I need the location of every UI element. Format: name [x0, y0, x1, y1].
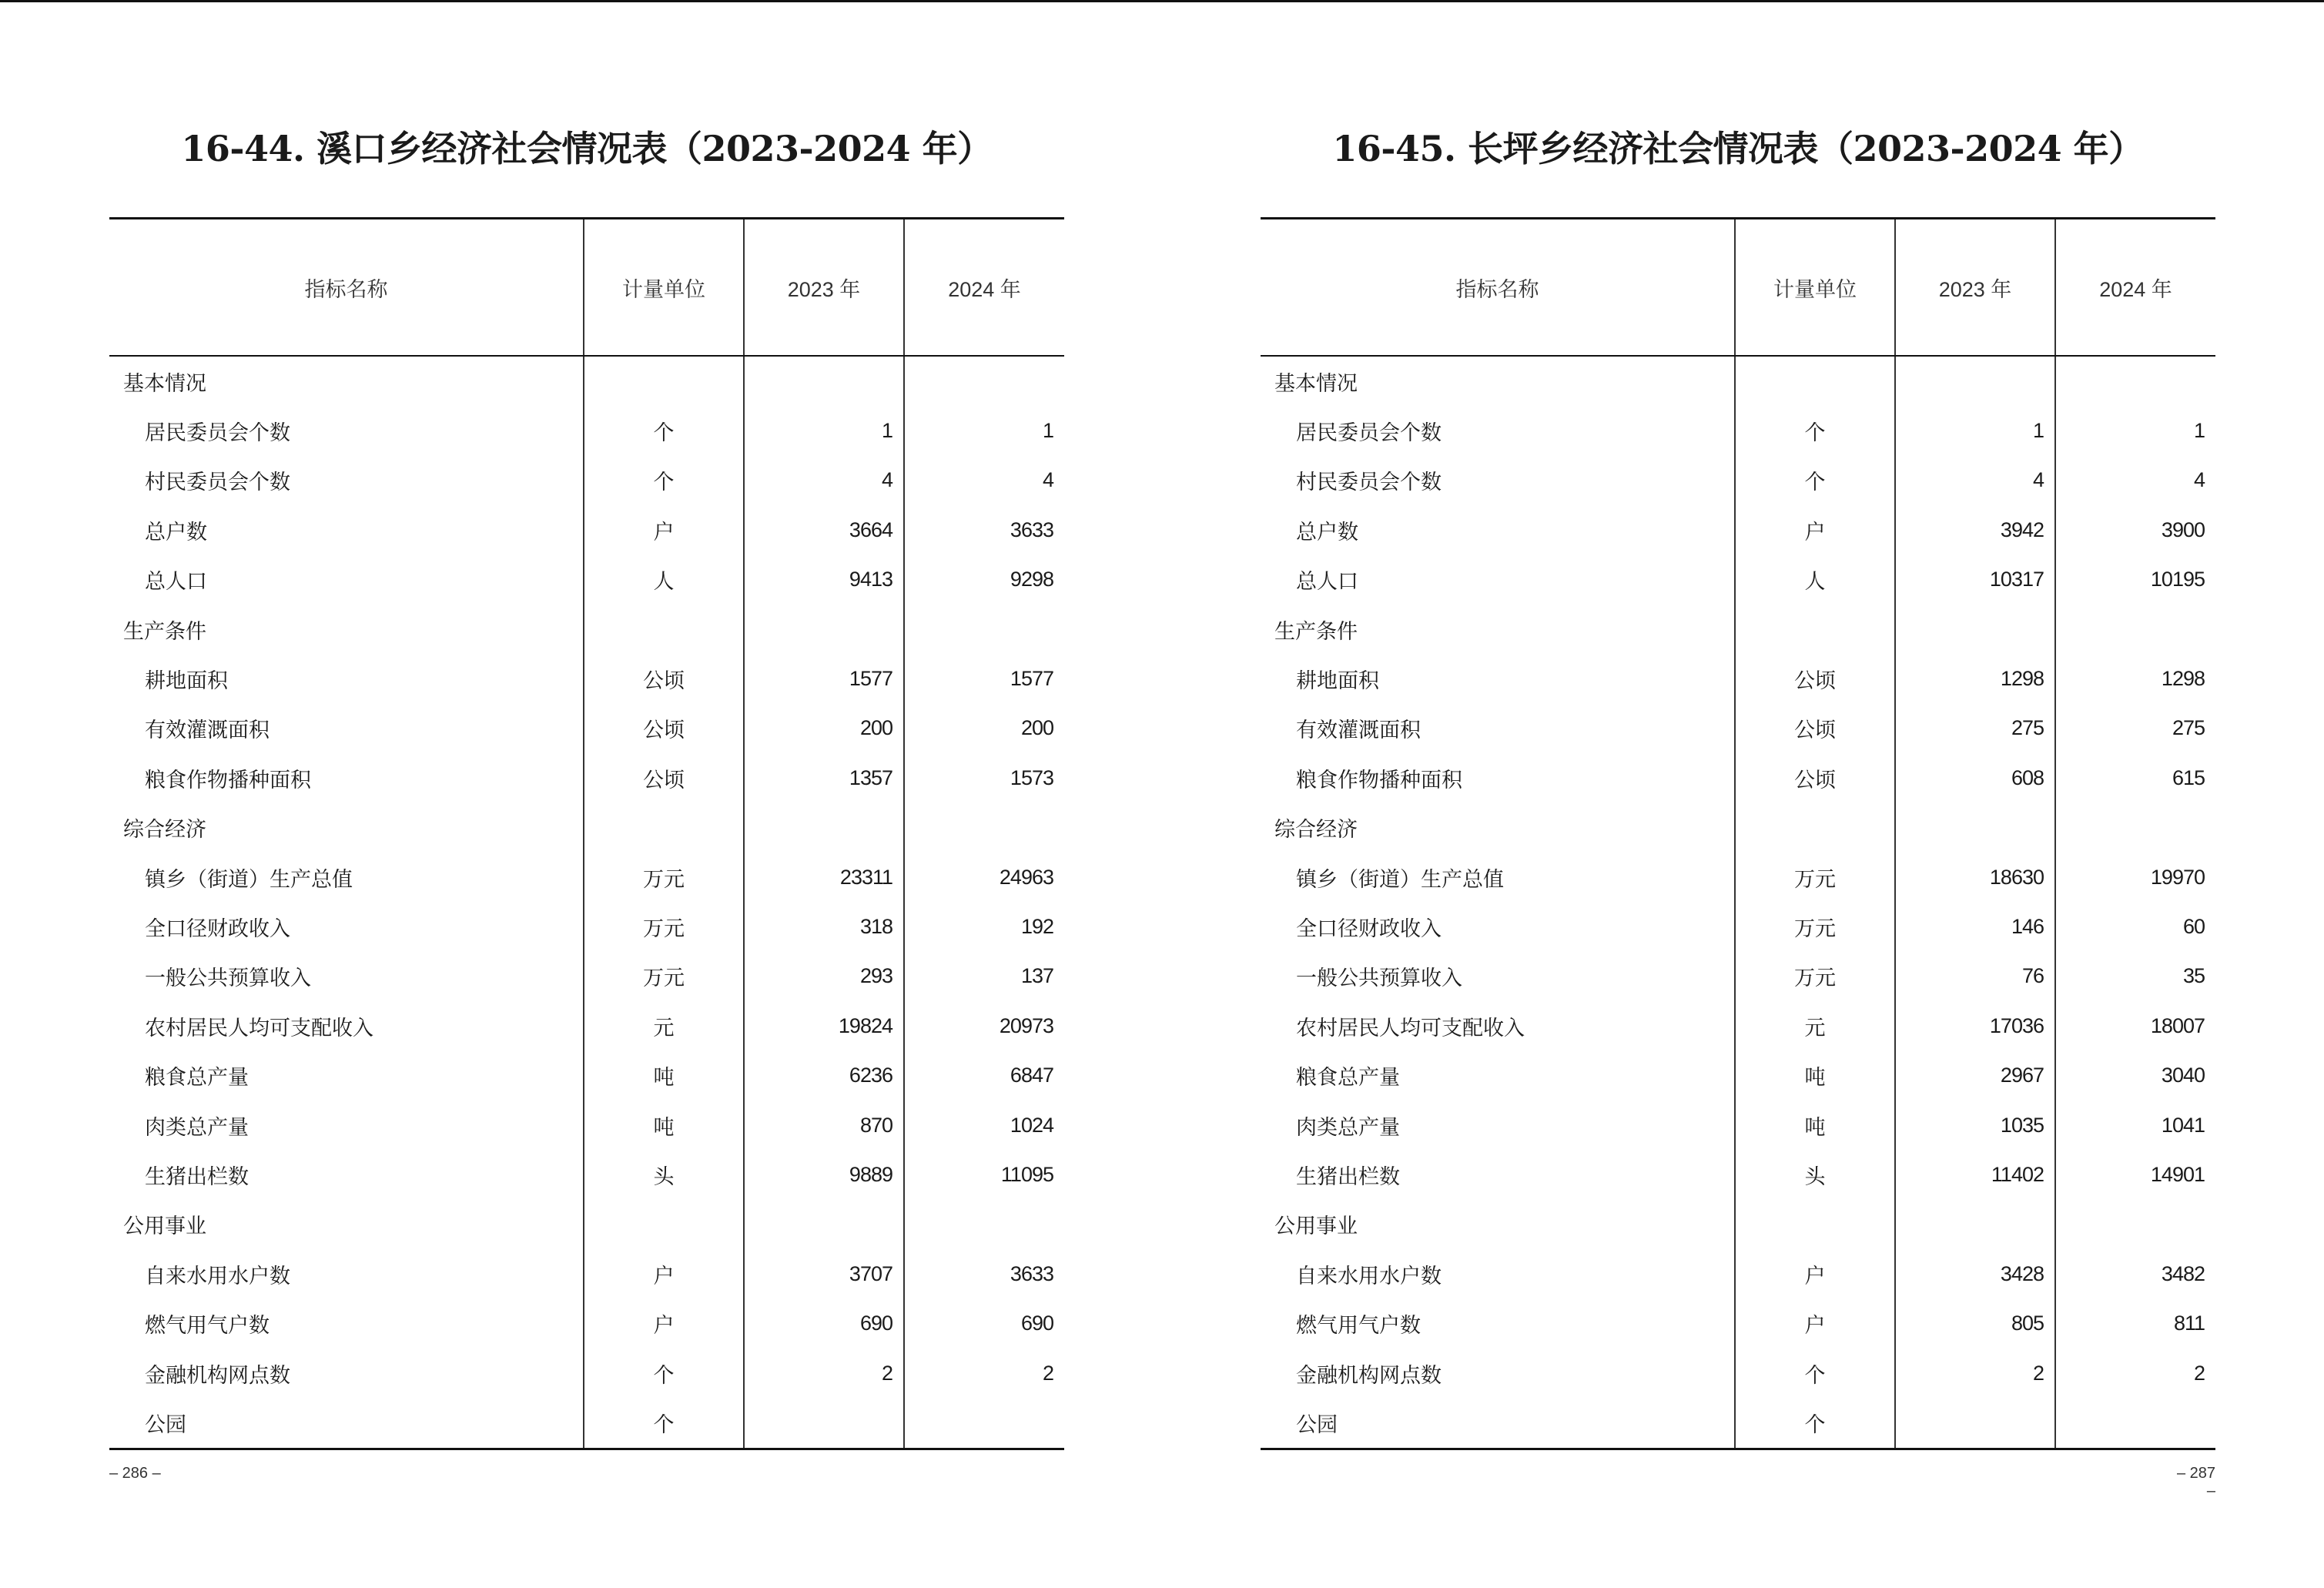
unit-cell: 吨 — [584, 1050, 744, 1100]
unit-cell: 户 — [1735, 1298, 1895, 1348]
unit-cell: 个 — [584, 1398, 744, 1449]
value-2024-cell: 4 — [2055, 456, 2215, 505]
indicator-name: 粮食作物播种面积 — [145, 768, 311, 792]
indicator-name: 居民委员会个数 — [145, 421, 290, 446]
header-year-2023: 2023 年 — [1895, 219, 2055, 357]
table-row — [1261, 1050, 2215, 1100]
table-section-row — [1261, 803, 2215, 853]
indicator-name: 金融机构网点数 — [1296, 1363, 1442, 1388]
unit-cell: 户 — [584, 1249, 744, 1298]
value-2024-cell: 11095 — [904, 1150, 1064, 1199]
table-body — [109, 356, 1064, 1449]
value-2023-cell: 3664 — [744, 505, 904, 554]
value-2024-cell: 3482 — [2055, 1249, 2215, 1298]
right-page — [1162, 0, 2324, 1588]
value-2024-cell: 1 — [2055, 406, 2215, 455]
page-number: – 286 – — [109, 1465, 161, 1482]
indicator-name: 生猪出栏数 — [145, 1164, 249, 1189]
table-row — [109, 1298, 1064, 1348]
table-row — [109, 1050, 1064, 1100]
table-row — [1261, 1298, 2215, 1348]
indicator-name: 耕地面积 — [145, 669, 228, 694]
header-year-2024: 2024 年 — [904, 219, 1064, 357]
value-2024-cell: 1024 — [904, 1101, 1064, 1150]
value-2023-cell — [1895, 1398, 2055, 1449]
indicator-name: 总户数 — [1296, 520, 1358, 544]
value-2024-cell: 60 — [2055, 902, 2215, 951]
unit-cell — [584, 1200, 744, 1249]
value-2023-cell: 4 — [1895, 456, 2055, 505]
value-2024-cell — [2055, 605, 2215, 654]
value-2024-cell — [904, 605, 1064, 654]
table-row — [1261, 1101, 2215, 1150]
value-2024-cell: 19970 — [2055, 853, 2215, 902]
unit-cell: 吨 — [1735, 1050, 1895, 1100]
table-row — [109, 456, 1064, 505]
table-row — [109, 853, 1064, 902]
table-row — [1261, 555, 2215, 605]
header-year-2024: 2024 年 — [2055, 219, 2215, 357]
value-2023-cell: 76 — [1895, 952, 2055, 1001]
indicator-name: 镇乡（街道）生产总值 — [1296, 867, 1504, 892]
unit-cell — [1735, 1200, 1895, 1249]
unit-cell: 公顷 — [584, 704, 744, 753]
table-section-row — [109, 356, 1064, 406]
table-row — [109, 1101, 1064, 1150]
unit-cell — [584, 803, 744, 853]
value-2023-cell: 23311 — [744, 853, 904, 902]
value-2024-cell — [904, 1200, 1064, 1249]
table-body — [1261, 356, 2215, 1449]
unit-cell: 万元 — [1735, 952, 1895, 1001]
table-row — [1261, 753, 2215, 802]
value-2023-cell: 1035 — [1895, 1101, 2055, 1150]
indicator-name: 农村居民人均可支配收入 — [145, 1016, 373, 1040]
value-2023-cell: 18630 — [1895, 853, 2055, 902]
indicator-name: 燃气用气户数 — [1296, 1314, 1421, 1338]
value-2023-cell — [744, 803, 904, 853]
unit-cell: 个 — [1735, 406, 1895, 455]
value-2023-cell: 805 — [1895, 1298, 2055, 1348]
value-2024-cell: 3633 — [904, 505, 1064, 554]
indicator-name: 肉类总产量 — [1296, 1115, 1400, 1140]
indicator-name: 自来水用水户数 — [1296, 1264, 1442, 1288]
value-2024-cell — [904, 1398, 1064, 1449]
indicator-name: 一般公共预算收入 — [1296, 967, 1462, 991]
value-2024-cell: 1041 — [2055, 1101, 2215, 1150]
value-2023-cell: 4 — [744, 456, 904, 505]
value-2023-cell: 318 — [744, 902, 904, 951]
unit-cell: 个 — [584, 1348, 744, 1398]
indicator-name: 镇乡（街道）生产总值 — [145, 867, 353, 892]
value-2024-cell: 2 — [904, 1348, 1064, 1398]
unit-cell: 人 — [1735, 555, 1895, 605]
unit-cell: 万元 — [584, 902, 744, 951]
unit-cell: 公顷 — [1735, 753, 1895, 802]
indicator-name: 总人口 — [145, 570, 207, 595]
value-2024-cell — [904, 356, 1064, 406]
table-title: 16-44. 溪口乡经济社会情况表（2023-2024 年） — [181, 128, 993, 169]
section-heading: 基本情况 — [123, 371, 206, 396]
table-header-row — [1261, 219, 2215, 357]
indicator-name: 公园 — [1261, 1398, 1735, 1449]
value-2024-cell: 18007 — [2055, 1001, 2215, 1050]
indicator-name: 粮食作物播种面积 — [1296, 768, 1462, 792]
table-row — [1261, 902, 2215, 951]
unit-cell: 吨 — [1735, 1101, 1895, 1150]
header-unit: 计量单位 — [1735, 219, 1895, 357]
unit-cell: 公顷 — [584, 654, 744, 703]
value-2023-cell — [744, 605, 904, 654]
indicator-name: 村民委员会个数 — [1296, 471, 1442, 495]
unit-cell: 公顷 — [1735, 704, 1895, 753]
value-2023-cell: 10317 — [1895, 555, 2055, 605]
value-2023-cell: 200 — [744, 704, 904, 753]
value-2023-cell: 690 — [744, 1298, 904, 1348]
table-section-row — [1261, 1200, 2215, 1249]
value-2024-cell: 4 — [904, 456, 1064, 505]
table-row — [1261, 406, 2215, 455]
value-2023-cell: 6236 — [744, 1050, 904, 1100]
value-2023-cell: 3707 — [744, 1249, 904, 1298]
value-2024-cell: 3040 — [2055, 1050, 2215, 1100]
unit-cell: 个 — [1735, 1398, 1895, 1449]
unit-cell — [584, 356, 744, 406]
value-2023-cell: 1298 — [1895, 654, 2055, 703]
section-heading: 综合经济 — [1274, 818, 1358, 843]
unit-cell: 个 — [1735, 1348, 1895, 1398]
unit-cell: 个 — [584, 456, 744, 505]
value-2023-cell — [744, 1200, 904, 1249]
unit-cell: 元 — [584, 1001, 744, 1050]
indicator-name: 金融机构网点数 — [145, 1363, 290, 1388]
value-2024-cell: 1 — [904, 406, 1064, 455]
indicator-name: 全口径财政收入 — [1296, 916, 1442, 941]
header-indicator-name: 指标名称 — [1261, 219, 1735, 357]
value-2024-cell: 1298 — [2055, 654, 2215, 703]
value-2024-cell: 192 — [904, 902, 1064, 951]
unit-cell: 万元 — [1735, 902, 1895, 951]
indicator-name: 燃气用气户数 — [145, 1314, 270, 1338]
unit-cell: 户 — [1735, 505, 1895, 554]
unit-cell: 个 — [584, 406, 744, 455]
table-section-row — [109, 1200, 1064, 1249]
value-2024-cell — [2055, 356, 2215, 406]
value-2023-cell: 1 — [1895, 406, 2055, 455]
unit-cell: 人 — [584, 555, 744, 605]
value-2024-cell: 20973 — [904, 1001, 1064, 1050]
value-2023-cell: 1577 — [744, 654, 904, 703]
table-row — [1261, 853, 2215, 902]
table-row — [1261, 1001, 2215, 1050]
value-2023-cell: 2 — [1895, 1348, 2055, 1398]
value-2024-cell: 6847 — [904, 1050, 1064, 1100]
unit-cell: 户 — [584, 1298, 744, 1348]
table-row — [109, 1001, 1064, 1050]
table-section-row — [1261, 356, 2215, 406]
indicator-name: 一般公共预算收入 — [145, 967, 311, 991]
indicator-name: 粮食总产量 — [145, 1066, 249, 1090]
value-2023-cell: 2967 — [1895, 1050, 2055, 1100]
section-heading: 综合经济 — [123, 818, 206, 843]
indicator-name: 农村居民人均可支配收入 — [1296, 1016, 1525, 1040]
value-2024-cell: 615 — [2055, 753, 2215, 802]
unit-cell — [1735, 803, 1895, 853]
table-row — [1261, 1249, 2215, 1298]
section-heading: 生产条件 — [123, 619, 206, 644]
value-2023-cell: 19824 — [744, 1001, 904, 1050]
table-section-row — [109, 605, 1064, 654]
section-heading: 基本情况 — [1274, 371, 1358, 396]
table-row — [109, 952, 1064, 1001]
table-row — [1261, 654, 2215, 703]
value-2024-cell: 3633 — [904, 1249, 1064, 1298]
table-row — [109, 505, 1064, 554]
indicator-name: 肉类总产量 — [145, 1115, 249, 1140]
header-unit: 计量单位 — [584, 219, 744, 357]
table-row — [109, 1249, 1064, 1298]
value-2024-cell: 9298 — [904, 555, 1064, 605]
table-row — [1261, 505, 2215, 554]
value-2024-cell: 14901 — [2055, 1150, 2215, 1199]
statistics-table — [1261, 217, 2215, 1450]
statistics-table — [109, 217, 1064, 1450]
value-2023-cell: 608 — [1895, 753, 2055, 802]
table-section-row — [1261, 605, 2215, 654]
value-2024-cell — [2055, 1398, 2215, 1449]
unit-cell: 万元 — [584, 853, 744, 902]
value-2023-cell: 870 — [744, 1101, 904, 1150]
unit-cell: 元 — [1735, 1001, 1895, 1050]
indicator-name: 粮食总产量 — [1296, 1066, 1400, 1090]
unit-cell: 户 — [584, 505, 744, 554]
value-2023-cell: 2 — [744, 1348, 904, 1398]
value-2023-cell: 11402 — [1895, 1150, 2055, 1199]
value-2023-cell: 9413 — [744, 555, 904, 605]
table-row — [109, 406, 1064, 455]
indicator-name: 有效灌溉面积 — [1296, 719, 1421, 743]
value-2024-cell: 3900 — [2055, 505, 2215, 554]
value-2023-cell — [744, 1398, 904, 1449]
value-2024-cell: 24963 — [904, 853, 1064, 902]
value-2024-cell: 1573 — [904, 753, 1064, 802]
unit-cell: 公顷 — [1735, 654, 1895, 703]
value-2023-cell — [1895, 803, 2055, 853]
unit-cell — [584, 605, 744, 654]
value-2024-cell — [904, 803, 1064, 853]
header-year-2023: 2023 年 — [744, 219, 904, 357]
unit-cell: 万元 — [584, 952, 744, 1001]
value-2024-cell — [2055, 1200, 2215, 1249]
section-heading: 公用事业 — [123, 1214, 206, 1239]
indicator-name: 居民委员会个数 — [1296, 421, 1442, 446]
value-2023-cell: 1 — [744, 406, 904, 455]
unit-cell — [1735, 605, 1895, 654]
value-2023-cell: 17036 — [1895, 1001, 2055, 1050]
unit-cell — [1735, 356, 1895, 406]
unit-cell: 头 — [1735, 1150, 1895, 1199]
value-2024-cell: 200 — [904, 704, 1064, 753]
value-2023-cell: 9889 — [744, 1150, 904, 1199]
value-2023-cell — [744, 356, 904, 406]
table-row — [109, 654, 1064, 703]
value-2024-cell — [2055, 803, 2215, 853]
indicator-name: 生猪出栏数 — [1296, 1164, 1400, 1189]
table-row — [109, 753, 1064, 802]
table-row — [1261, 1398, 2215, 1449]
table-row — [109, 902, 1064, 951]
indicator-name: 村民委员会个数 — [145, 471, 290, 495]
value-2023-cell: 3428 — [1895, 1249, 2055, 1298]
indicator-name: 耕地面积 — [1296, 669, 1379, 694]
indicator-name: 自来水用水户数 — [145, 1264, 290, 1288]
indicator-name: 公园 — [109, 1398, 584, 1449]
table-header-row — [109, 219, 1064, 357]
table-row — [1261, 1348, 2215, 1398]
value-2023-cell: 3942 — [1895, 505, 2055, 554]
table-row — [1261, 456, 2215, 505]
value-2024-cell: 1577 — [904, 654, 1064, 703]
value-2023-cell: 293 — [744, 952, 904, 1001]
value-2024-cell: 690 — [904, 1298, 1064, 1348]
section-heading: 生产条件 — [1274, 619, 1358, 644]
section-heading: 公用事业 — [1274, 1214, 1358, 1239]
table-row — [109, 704, 1064, 753]
value-2024-cell: 811 — [2055, 1298, 2215, 1348]
table-row — [109, 1398, 1064, 1449]
table-title: 16-45. 长坪乡经济社会情况表（2023-2024 年） — [1332, 128, 2144, 169]
value-2024-cell: 275 — [2055, 704, 2215, 753]
value-2023-cell — [1895, 1200, 2055, 1249]
indicator-name: 有效灌溉面积 — [145, 719, 270, 743]
table-row — [109, 1150, 1064, 1199]
unit-cell: 万元 — [1735, 853, 1895, 902]
value-2023-cell — [1895, 605, 2055, 654]
value-2023-cell: 1357 — [744, 753, 904, 802]
unit-cell: 吨 — [584, 1101, 744, 1150]
header-indicator-name: 指标名称 — [109, 219, 584, 357]
value-2024-cell: 35 — [2055, 952, 2215, 1001]
table-row — [1261, 952, 2215, 1001]
unit-cell: 个 — [1735, 456, 1895, 505]
value-2023-cell: 275 — [1895, 704, 2055, 753]
value-2024-cell: 2 — [2055, 1348, 2215, 1398]
table-row — [1261, 1150, 2215, 1199]
table-section-row — [109, 803, 1064, 853]
indicator-name: 总人口 — [1296, 570, 1358, 595]
unit-cell: 公顷 — [584, 753, 744, 802]
indicator-name: 全口径财政收入 — [145, 916, 290, 941]
value-2023-cell — [1895, 356, 2055, 406]
table-row — [109, 1348, 1064, 1398]
unit-cell: 户 — [1735, 1249, 1895, 1298]
table-row — [1261, 704, 2215, 753]
value-2024-cell: 10195 — [2055, 555, 2215, 605]
page-number: – 287 – — [2176, 1465, 2215, 1499]
unit-cell: 头 — [584, 1150, 744, 1199]
value-2024-cell: 137 — [904, 952, 1064, 1001]
value-2023-cell: 146 — [1895, 902, 2055, 951]
indicator-name: 总户数 — [145, 520, 207, 544]
table-row — [109, 555, 1064, 605]
